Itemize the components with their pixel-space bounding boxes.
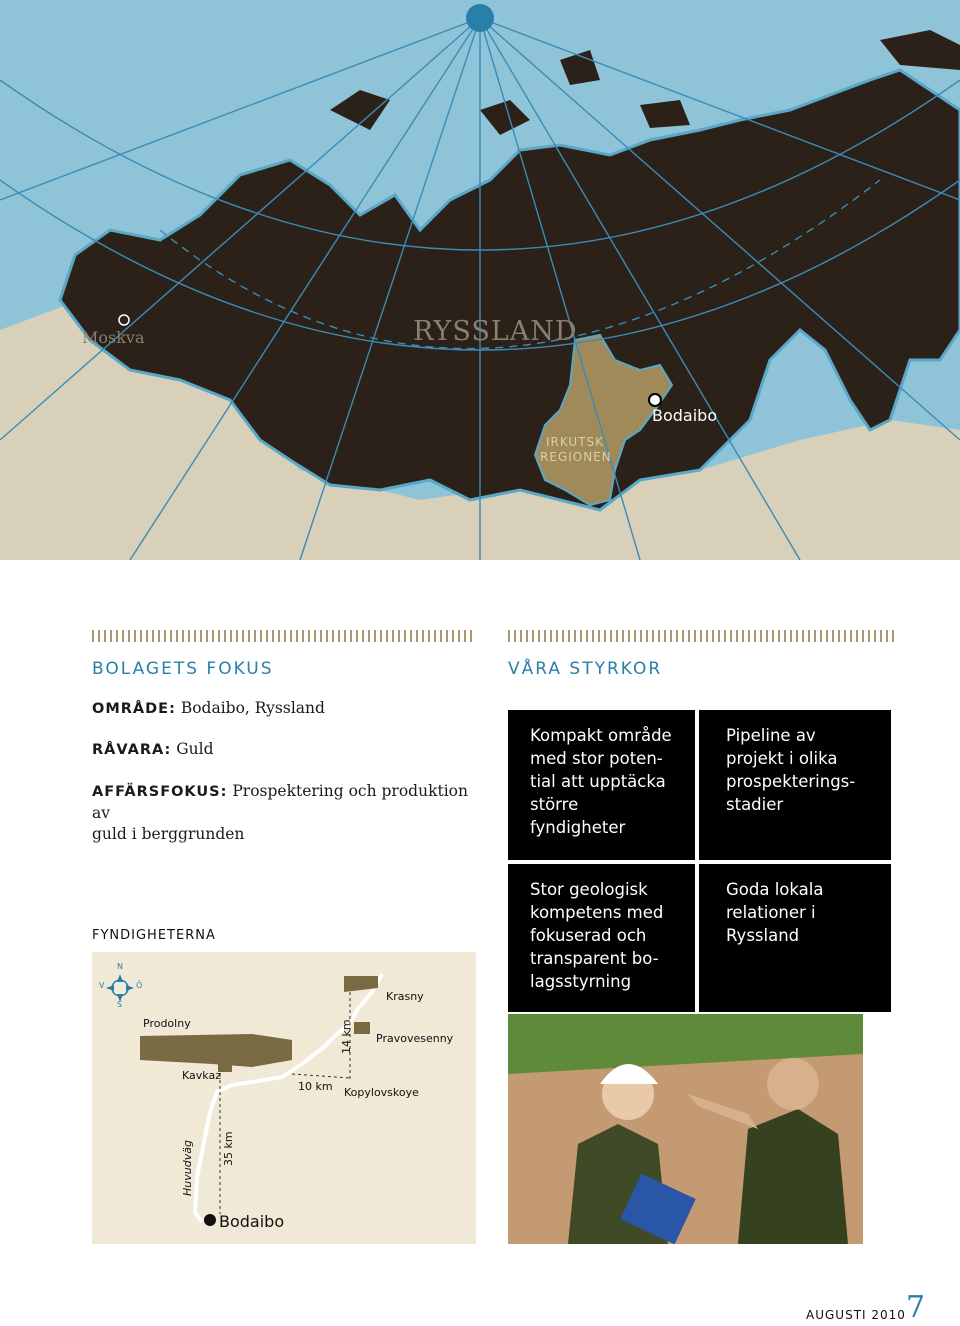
compass-o: Ö (136, 981, 143, 990)
focus-rule (92, 630, 476, 642)
strengths-heading: VÅRA STYRKOR (508, 659, 663, 679)
bodaibo-deposit-label: Bodaibo (219, 1212, 285, 1231)
strength-line: kompetens med (530, 903, 664, 922)
dist-35km: 35 km (222, 1131, 235, 1166)
prodolny-label: Prodolny (143, 1017, 191, 1030)
strengths-rule (508, 630, 894, 642)
strength-box-2 (699, 710, 891, 860)
strength-line: Goda lokala (726, 880, 824, 899)
strength-line: stadier (726, 795, 784, 814)
raw-value: Guld (176, 740, 214, 758)
country-label: RYSSLAND (413, 316, 578, 347)
deposits-heading: FYNDIGHETERNA (92, 928, 216, 943)
strength-line: Ryssland (726, 926, 800, 945)
krasny-label: Krasny (386, 990, 424, 1003)
bodaibo-map-label: Bodaibo (652, 406, 718, 425)
area-label: OMRÅDE: (92, 701, 176, 717)
strength-line: fokuserad och (530, 926, 647, 945)
page-number: 7 (906, 1290, 926, 1325)
focus-business (92, 781, 472, 845)
strength-line: relationer i (726, 903, 816, 922)
strength-line: med stor poten- (530, 749, 663, 768)
bodaibo-dot (204, 1214, 216, 1226)
road-label: Huvudväg (181, 1140, 194, 1196)
strength-line: projekt i olika (726, 749, 838, 768)
kopylovskoye-label: Kopylovskoye (344, 1086, 419, 1099)
bodaibo-marker (649, 394, 661, 406)
focus-heading: BOLAGETS FOKUS (92, 659, 274, 679)
strength-box-4 (699, 864, 891, 1012)
strength-line: Pipeline av (726, 726, 816, 745)
pravovesenny-deposit (354, 1022, 370, 1034)
region-label-line2: REGIONEN (540, 450, 612, 464)
strength-line: större fyndigheter (530, 795, 626, 837)
compass-v: V (99, 981, 105, 990)
dist-10km: 10 km (298, 1080, 333, 1093)
strength-line: tial att upptäcka (530, 772, 666, 791)
russia-map (0, 0, 960, 560)
strength-box-1 (508, 710, 695, 860)
compass-s: S (117, 1000, 123, 1009)
region-label-line1: IRKUTSK (546, 435, 605, 449)
strength-line: transparent bo- (530, 949, 659, 968)
footer-month: AUGUSTI 2010 (806, 1308, 906, 1322)
strength-line: lagsstyrning (530, 972, 632, 991)
strength-line: prospekterings- (726, 772, 856, 791)
moskva-label: Moskva (82, 328, 145, 347)
strength-line: Stor geologisk (530, 880, 648, 899)
dist-14km: 14 km (340, 1019, 353, 1054)
focus-raw (92, 739, 472, 761)
business-value-line1: Prospektering och produktion av (92, 782, 468, 822)
geologists-photo (508, 1014, 863, 1244)
compass-n: N (117, 962, 123, 971)
strength-box-3 (508, 864, 695, 1012)
business-value-line2: guld i berggrunden (92, 825, 245, 843)
area-value: Bodaibo, Ryssland (180, 699, 325, 717)
kavkaz-label: Kavkaz (182, 1069, 221, 1082)
strength-line: Kompakt område (530, 726, 672, 745)
raw-label: RÅVARA: (92, 742, 172, 758)
focus-area (92, 698, 472, 720)
pravovesenny-label: Pravovesenny (376, 1032, 454, 1045)
business-label: AFFÄRSFOKUS: (92, 784, 228, 800)
